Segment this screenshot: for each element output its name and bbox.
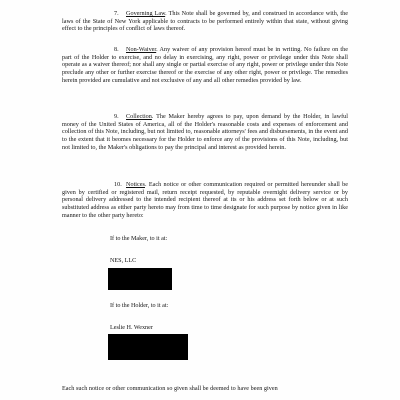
section-body: . The Maker hereby agrees to pay, upon demand by the Holder, in lawful money of the United States of America, all of the Holder's reasonable costs and expenses of enforcement and collection of this Note, including, but not limited to, reasonable attorneys' fees and disbursements, in the event and to the extent that it beomes necessary for the Holder to enforce any of the provisions of this Note, including, but not limited to, the Maker's obligations to pay the principal and interest as provided herein. (62, 114, 348, 151)
holder-label: If to the Holder, to it at: (110, 303, 169, 309)
redacted-maker-address (108, 268, 172, 290)
section-governing-law: 7. Governing Law. This Note shall be governed by, and construed in accordance with, the laws of the State of New York applicable to contracts to be performed entirely within that state, without giving effect to the principles of conflict of laws thereof. (62, 11, 348, 33)
section-body: . This Note shall be governed by, and construed in accordance with, the laws of the State of New York applicable to contracts to be performed entirely within that state, without giving effect to the principles of conflict of laws thereof. (62, 11, 348, 33)
maker-label: If to the Maker, to it at: (110, 236, 168, 242)
section-collection: 9. Collection. The Maker hereby agrees to pay, upon demand by the Holder, in lawful money of the United States of America, all of the Holder's reasonable costs and expenses of enforcement and collection of this Note, including, but not limited to, reasonable attorneys' fees and disbursements, in the event and to the extent that it beomes necessary for the Holder to enforce any of the provisions of this Note, including, but not limited to, the Maker's obligations to pay the principal and interest as provided herein. (62, 114, 348, 151)
holder-name: Leslie H. Wexner (110, 325, 153, 331)
section-non-waiver: 8. Non-Waiver. Any waiver of any provision hereof must be in writing. No failure on the part of the Holder to exercise, and no delay in exercising, any right, power or privilege under this Note shall operate as a waiver thereof; nor shall any single or partial exercise of any right, power or privilege under this Note preclude any other or further exercise thereof or the exercise of any other right, power or privilege. The remedies herein provided are cumulative and not exclusive of any and all other remedies provided by law. (62, 47, 348, 84)
section-body: . Any waiver of any provision hereof must be in writing. No failure on the part of the Holder to exercise, and no delay in exercising, any right, power or privilege under this Note shall operate as a waiver thereof; nor shall any single or partial exercise of any right, power or privilege under this Note preclude any other or further exercise thereof or the exercise of any other right, power or privilege. The remedies herein provided are cumulative and not exclusive of any and all other remedies provided by law. (62, 47, 348, 84)
closing-line: Each such notice or other communication so given shall be deemed to have been given (62, 386, 278, 392)
section-heading: Collection (126, 114, 152, 120)
section-heading: Governing Law (126, 11, 166, 17)
section-body: . Each notice or other communication required or permitted hereunder shall be given by certified or registered mail, return receipt requested, by reputable overnight delivery service or by personal delivery addressed to the intended recipient thereof at its or his address set forth below or at such substituted address as either party hereto may from time to time designate for such purpose by notice given in like manner to the other party hereto: (62, 182, 348, 219)
redacted-holder-address (108, 334, 188, 360)
section-notices: 10. Notices. Each notice or other communication required or permitted hereunder shall be given by certified or registered mail, return receipt requested, by reputable overnight delivery service or by personal delivery addressed to the intended recipient thereof at its or his address set forth below or at such substituted address as either party hereto may from time to time designate for such purpose by notice given in like manner to the other party hereto: (62, 182, 348, 219)
section-heading: Non-Waiver (126, 47, 157, 53)
section-heading: Notices (126, 182, 145, 188)
maker-name: NES, LLC (110, 258, 137, 264)
